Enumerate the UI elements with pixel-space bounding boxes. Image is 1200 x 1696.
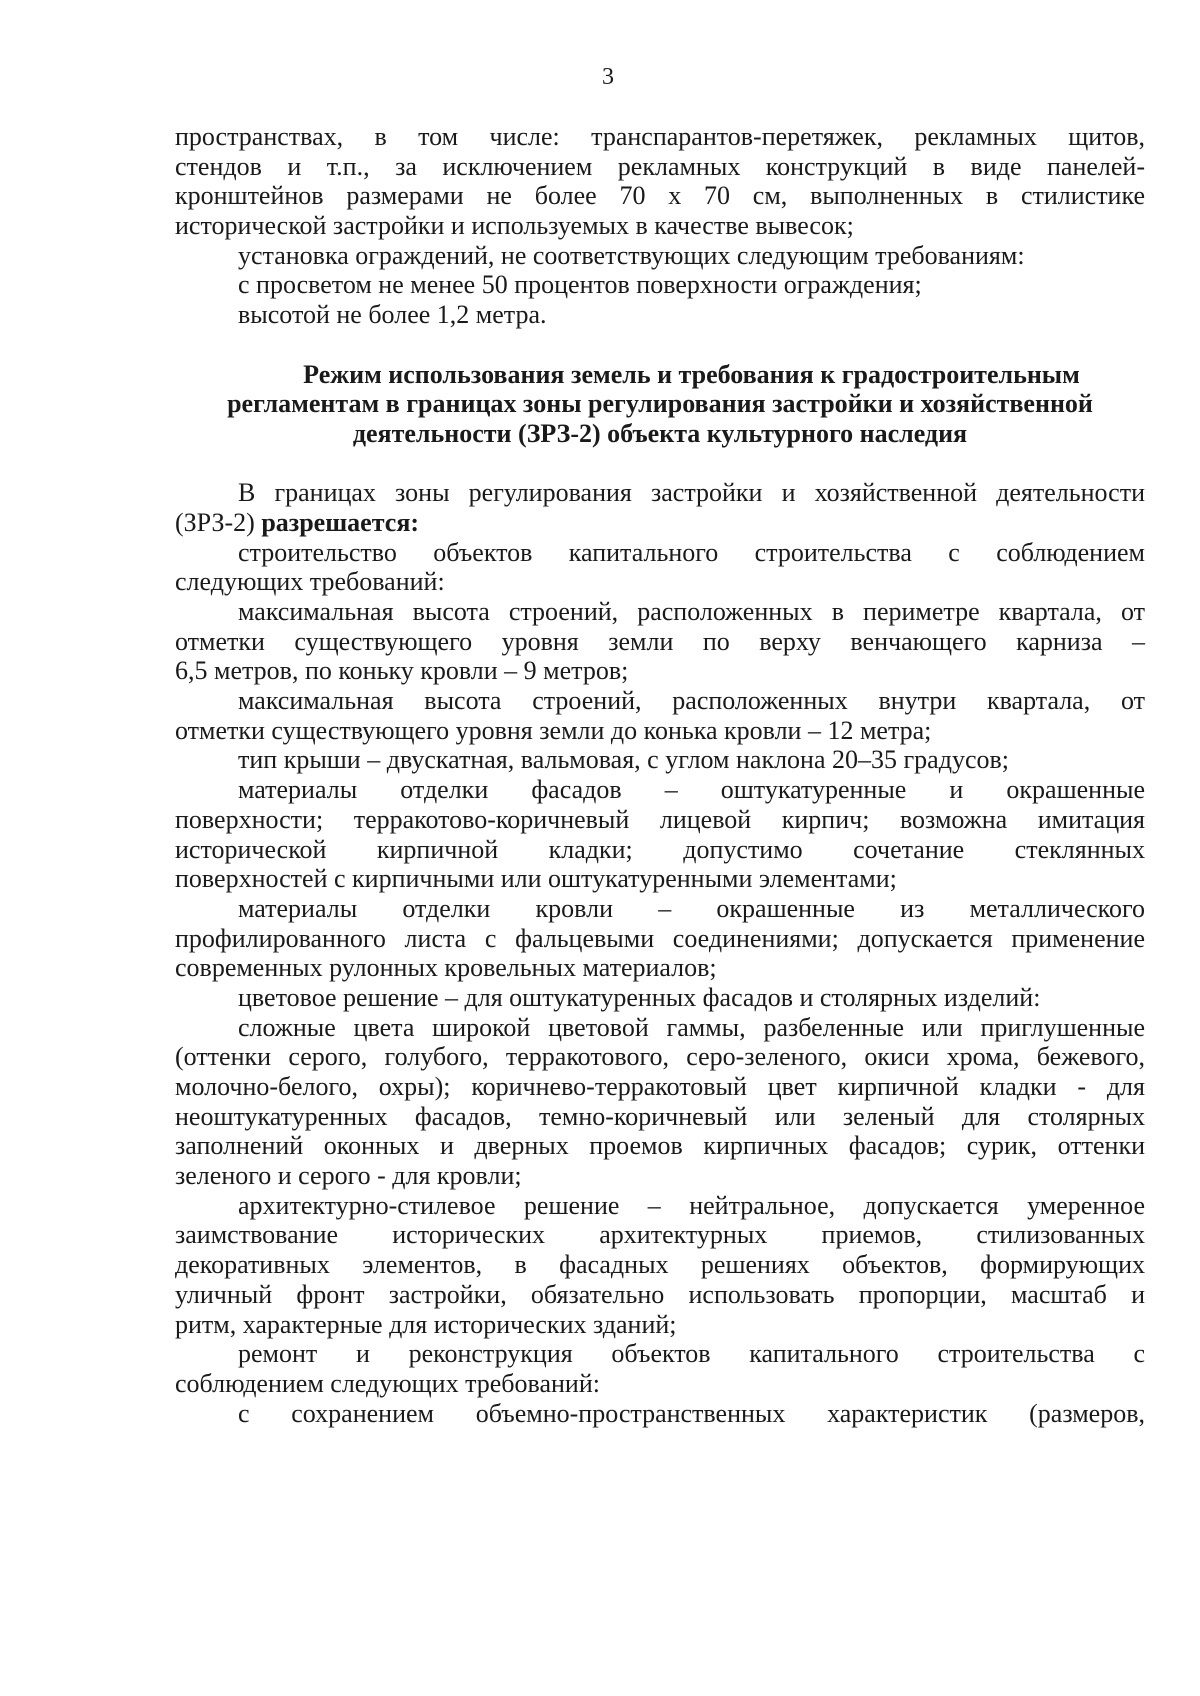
text-line: современных рулонных кровельных материалов; [175,953,717,983]
text-line: соблюдением следующих требований: [175,1368,600,1398]
paragraph-advertising-prohibition-continued [175,122,1145,241]
paragraph-inner-block-height [175,686,1145,745]
spacer [175,449,1145,479]
permitted-keyword: разрешается: [261,507,420,537]
text-line: пространствах, в том числе: транспарантов-перетяжек, рекламных щитов, [175,122,1145,151]
section-heading-line: Режим использования земель и требования к градостроительным [303,359,1080,389]
paragraph-fence-clearance: с просветом не менее 50 процентов поверхности ограждения; [238,270,922,300]
text-line: материалы отделки кровли – окрашенные из металлического [238,893,1145,923]
text-line: исторической кирпичной кладки; допустимо сочетание стеклянных [175,834,1145,864]
text-line: В границах зоны регулирования застройки и хозяйственной деятельности [238,478,1145,508]
text-line: максимальная высота строений, расположенных в периметре квартала, от [238,597,1145,626]
paragraph-roof-type [175,745,1145,775]
text-line [175,508,1145,538]
paragraph-fence-height: высотой не более 1,2 метра. [238,300,547,330]
text-line: исторической застройки и используемых в качестве вывесок; [175,211,854,241]
document-body [175,122,1145,1428]
text-line: (оттенки серого, голубого, терракотового, серо-зеленого, окиси хрома, бежевого, [175,1042,1145,1072]
text-line: тип крыши – двускатная, вальмовая, с углом наклона 20–35 градусов; [238,745,1009,775]
spacer [175,330,1145,360]
text-line: заполнений оконных и дверных проемов кирпичных фасадов; сурик, оттенки [175,1131,1145,1161]
text-line: молочно-белого, охры); коричнево-терракотовый цвет кирпичной кладки - для [175,1072,1145,1101]
paragraph-facade-materials [175,775,1145,894]
paragraph-repair-reconstruction [175,1339,1145,1398]
text-line: неоштукатуренных фасадов, темно-коричневый или зеленый для столярных [175,1101,1145,1131]
text-line: следующих требований: [175,567,445,597]
text-line: поверхностей с кирпичными или оштукатуренными элементами; [175,864,897,894]
paragraph-architectural-style [175,1191,1145,1339]
paragraph-zrz2-permitted [175,478,1145,537]
text-line: ритм, характерные для исторических зданий; [175,1309,677,1339]
text-line: профилированного листа с фальцевыми соединениями; допускается применение [175,923,1145,953]
text-line: строительство объектов капитального строительства с соблюдением [238,537,1145,567]
text-line: зеленого и серого - для кровли; [175,1161,522,1191]
text-line: заимствование исторических архитектурных приемов, стилизованных [175,1220,1145,1250]
text-line: декоративных элементов, в фасадных решениях объектов, формирующих [175,1250,1145,1280]
paragraph-perimeter-height [175,597,1145,686]
text-line: сложные цвета широкой цветовой гаммы, разбеленные или приглушенные [238,1012,1145,1042]
paragraph-new-construction [175,538,1145,597]
text-line: уличный фронт застройки, обязательно использовать пропорции, масштаб и [175,1279,1145,1309]
paragraph-volume-preservation [175,1399,1145,1429]
text-line: кронштейнов размерами не более 70 х 70 см, выполненных в стилистике [175,181,1145,211]
text-line: поверхности; терракотово-коричневый лицевой кирпич; возможна имитация [175,804,1145,834]
text-line: стендов и т.п., за исключением рекламных конструкций в виде панелей- [175,151,1145,181]
text-line: 6,5 метров, по коньку кровли – 9 метров; [175,656,629,686]
paragraph-color-palette [175,1013,1145,1191]
text-line: цветовое решение – для оштукатуренных фасадов и столярных изделий: [238,982,1041,1012]
zone-code: (ЗРЗ-2) [175,507,255,537]
text-line: отметки существующего уровня земли до конька кровли – 12 метра; [175,715,932,745]
paragraph-color-scheme [175,983,1145,1013]
text-line: максимальная высота строений, расположенных внутри квартала, от [238,686,1145,716]
section-heading [175,360,1145,449]
text-line: с сохранением объемно-пространственных характеристик (размеров, [238,1398,1145,1428]
page-number: 3 [602,64,614,90]
text-line: архитектурно-стилевое решение – нейтральное, допускается умеренное [238,1190,1145,1220]
text-line: отметки существующего уровня земли по верху венчающего карниза – [175,626,1145,656]
text-line: ремонт и реконструкция объектов капитального строительства с [238,1339,1145,1369]
paragraph-roof-materials [175,894,1145,983]
section-heading-line: регламентам в границах зоны регулирования застройки и хозяйственной [227,389,1093,419]
section-heading-line: деятельности (ЗРЗ-2) объекта культурного наследия [352,418,968,448]
text-line: материалы отделки фасадов – оштукатуренные и окрашенные [238,775,1145,805]
paragraph-fence-installation: установка ограждений, не соответствующих следующим требованиям: [238,240,1025,270]
